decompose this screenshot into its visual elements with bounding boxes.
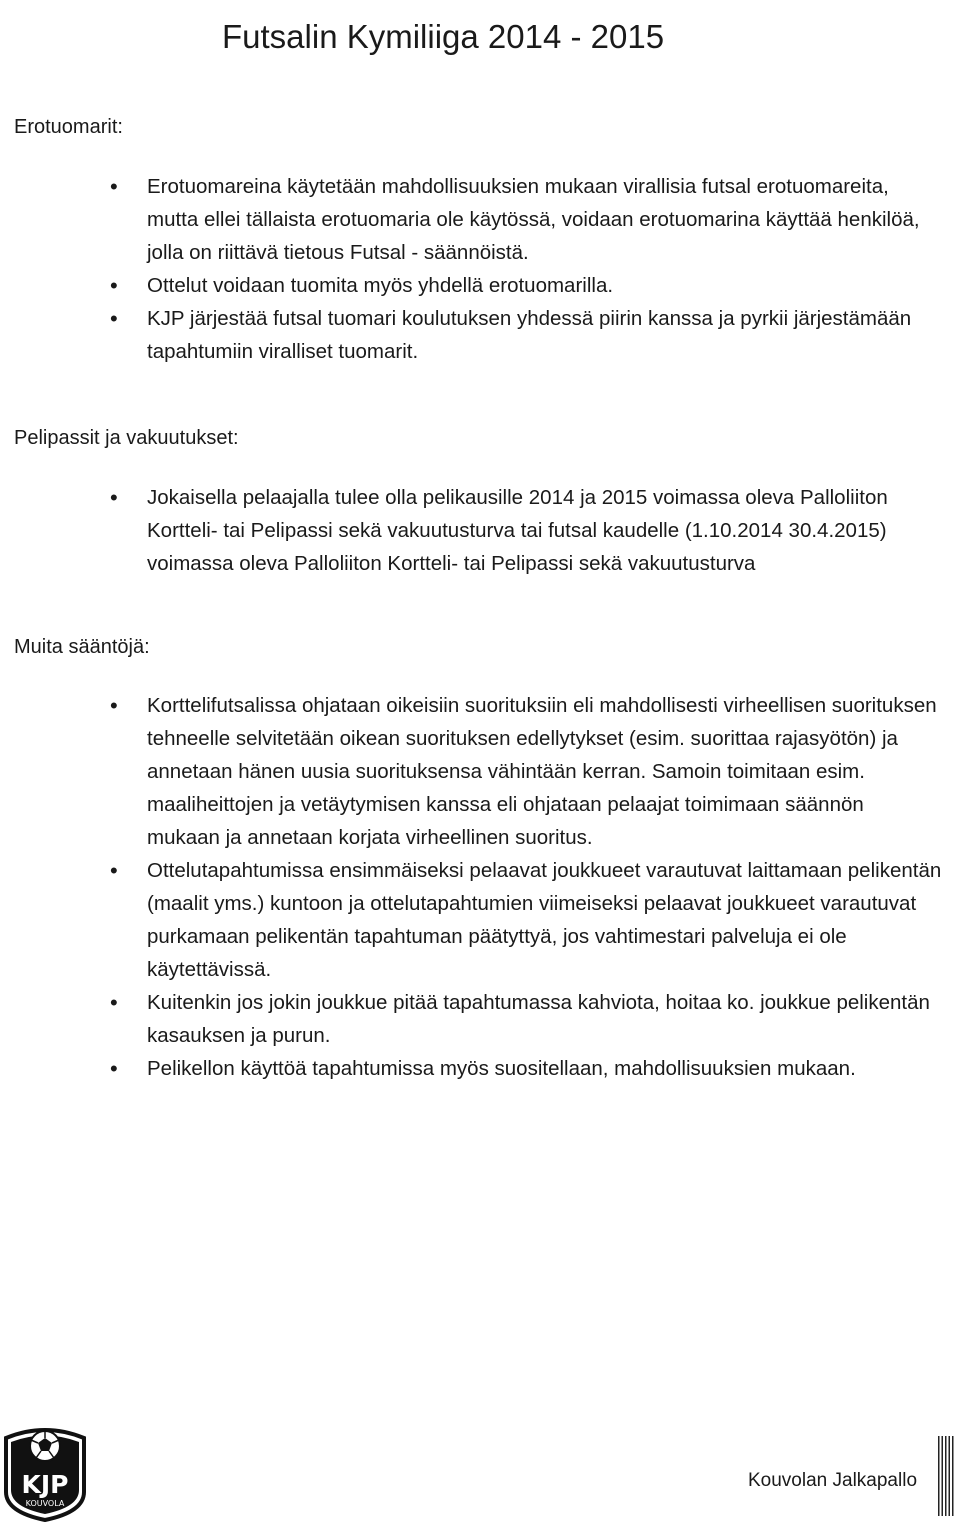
section-heading-erotuomarit: Erotuomarit: xyxy=(14,116,123,138)
bullet-list-erotuomarit xyxy=(147,170,942,368)
list-item: • Jokaisella pelaajalla tulee olla pelikausille 2014 ja 2015 voimassa oleva Palloliiton Kortteli- tai Pelipassi sekä vakuutusturva tai futsal kaudelle (1.10.2014 30.4.2015) voimassa oleva Palloliiton Kortteli- tai Pelipassi sekä vakuutusturva xyxy=(147,481,942,580)
bullet-list-pelipassit xyxy=(147,481,942,580)
list-item: • Kuitenkin jos jokin joukkue pitää tapahtumassa kahviota, hoitaa ko. joukkue pelikentän kasauksen ja purun. xyxy=(147,986,942,1052)
section-heading-pelipassit: Pelipassit ja vakuutukset: xyxy=(14,427,239,449)
list-item: • Erotuomareina käytetään mahdollisuuksien mukaan virallisia futsal erotuomareita, mutta ellei tällaista erotuomaria ole käytössä, voidaan erotuomarina käyttää henkilöä, jolla on riittävä tietous Futsal - säännöistä. xyxy=(147,170,942,269)
list-item: • Ottelut voidaan tuomita myös yhdellä erotuomarilla. xyxy=(147,269,942,302)
logo-text: KJP xyxy=(21,1470,69,1499)
bullet-list-muita-saantoja xyxy=(147,689,942,1085)
list-item: • Ottelutapahtumissa ensimmäiseksi pelaavat joukkueet varautuvat laittamaan pelikentän (maalit yms.) kuntoon ja ottelutapahtumien viimeiseksi pelaavat joukkueet varautuvat purkamaan pelikentän tapahtuman päätyttyä, jos vahtimestari palveluja ei ole käytettävissä. xyxy=(147,854,942,986)
list-item: • Pelikellon käyttöä tapahtumissa myös suositellaan, mahdollisuuksien mukaan. xyxy=(147,1052,942,1085)
kjp-shield-logo-icon xyxy=(2,1420,88,1522)
list-item: • Korttelifutsalissa ohjataan oikeisiin suorituksiin eli mahdollisesti virheellisen suorituksen tehneelle selvitetään oikean suorituksen edellytykset (esim. suorittaa rajasyötön) ja annetaan hänen uusia suorituksensa vähintään kerran. Samoin toimitaan esim. maaliheittojen ja vetäytymisen kanssa eli ohjataan pelaajat toimimaan säännön mukaan ja annetaan korjata virheellinen suoritus. xyxy=(147,689,942,854)
list-item: • KJP järjestää futsal tuomari koulutuksen yhdessä piirin kanssa ja pyrkii järjestämään tapahtumiin viralliset tuomarit. xyxy=(147,302,942,368)
logo-subtext: KOUVOLA xyxy=(25,1499,65,1508)
section-heading-muita-saantoja: Muita sääntöjä: xyxy=(14,636,150,658)
page-title: Futsalin Kymiliiga 2014 - 2015 xyxy=(222,18,665,56)
footer-organization: Kouvolan Jalkapallo xyxy=(748,1470,918,1491)
vertical-bars-decoration xyxy=(938,1436,954,1516)
